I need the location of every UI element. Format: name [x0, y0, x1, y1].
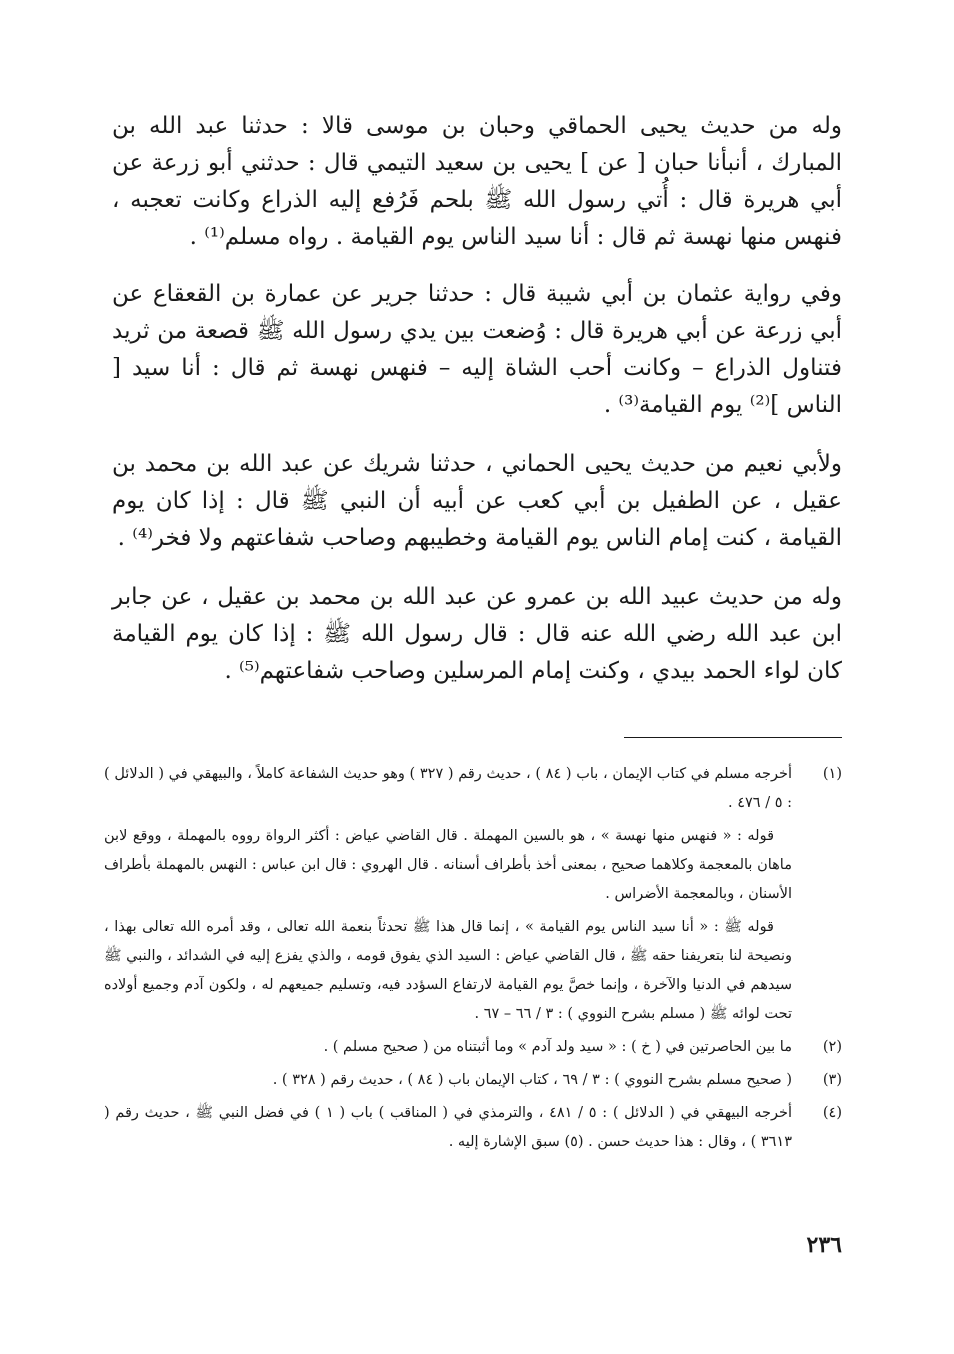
footnote-text: أخرجه مسلم في كتاب الإيمان ، باب ( ٨٤ ) ، حديث رقم ( ٣٢٧ ) وهو حديث الشفاعة كاملاً ، والبيهقي في ( الدلائل ) : ٥ / ٤٧٦ .	[104, 766, 792, 811]
body-paragraph: وله من حديث عبيد الله بن عمرو عن عبد الله بن محمد بن عقيل ، عن جابر ابن عبد الله رضي الله عنه قال : قال رسول الله ﷺ : إذا كان يوم القيامة كان لواء الحمد بيدي ، وكنت إمام المرسلين وصاحب شفاعتهم⁽⁵⁾ .	[112, 584, 842, 684]
footnote-number: (١)	[822, 766, 842, 782]
footnote-2	[104, 1033, 842, 1062]
footnote-number: (٤)	[822, 1105, 842, 1121]
body-paragraph: ولأبي نعيم من حديث يحيى الحماني ، حدثنا شريك عن عبد الله بن محمد بن عقيل ، عن الطفيل بن أبي كعب عن أبيه أن النبي ﷺ قال : إذا كان يوم القيامة ، كنت إمام الناس يوم القيامة وخطيبهم وصاحب شفاعتهم ولا فخر⁽⁴⁾ .	[112, 451, 842, 551]
footnote-3	[104, 1066, 842, 1095]
footnote-text: ( صحيح مسلم بشرح النووي ) : ٣ / ٦٩ ، كتاب الإيمان باب ( ٨٤ ) ، حديث رقم ( ٣٢٨ ) .	[272, 1072, 792, 1088]
footnotes	[104, 760, 842, 1157]
body-paragraph: وفي رواية عثمان بن أبي شيبة قال : حدثنا جرير عن عمارة بن القعقاع عن أبي زرعة عن أبي هريرة قال : وُضعت بين يدي رسول الله ﷺ قصعة من ثريد فتناول الذراع – وكانت أحب الشاة إليه – فنهس نهسة ثم قال : أنا سيد [ الناس ]⁽²⁾ يوم القيامة⁽³⁾ .	[112, 281, 842, 418]
footnote-number: (٣)	[822, 1072, 842, 1088]
footnote-1	[104, 760, 842, 1029]
footnote-text: ما بين الحاصرتين في ( خ ) : « سيد ولد آدم » وما أثبتناه من ( صحيح مسلم ) .	[323, 1039, 792, 1055]
footnote-text: أخرجه البيهقي في ( الدلائل ) : ٥ / ٤٨١ ، والترمذي في ( المناقب ) باب ( ١ ) في فضل النبي ﷺ ، حديث رقم ( ٣٦١٣ ) ، وقال : هذا حديث حسن . (٥) سبق الإشارة إليه .	[104, 1105, 792, 1150]
footnote-text: قوله ﷺ : « أنا سيد الناس يوم القيامة » ، إنما قال هذا ﷺ تحدثاً بنعمة الله تعالى ، وقد أمره الله تعالى بهذا ، ونصيحة لنا بتعريفنا حقه ﷺ ، قال القاضي عياض : السيد الذي يفوق قومه ، والذي يفزع إليه في الشدائد ، والنبي ﷺ سيدهم في الدنيا والآخرة ، وإنما خصَّ يوم القيامة لارتفاع السؤدد فيه، وتسليم جميعهم له ، ولكون آدم وجميع أولاده تحت لوائه ﷺ ( مسلم بشرح النووي ) : ٣ / ٦٦ – ٦٧ .	[104, 919, 792, 1022]
footnote-text: قوله : « فنهس منها نهسة » ، هو بالسين المهملة . قال القاضي عياض : أكثر الرواة رووه بالمهملة ، ووقع لابن ماهان بالمعجمة وكلاهما صحيح ، بمعنى أخذ بأطراف أسنانه . قال الهروي : قال ابن عباس : النهس بالمهملة بأطراف الأسنان ، وبالمعجمة الأضراس .	[104, 828, 792, 902]
footnote-separator	[624, 737, 842, 738]
main-text	[112, 108, 842, 712]
page-number: ٢٣٦	[806, 1232, 842, 1258]
footnote-number: (٢)	[822, 1039, 842, 1055]
body-paragraph: وله من حديث يحيى الحماقي وحبان بن موسى قالا : حدثنا عبد الله بن المبارك ، أنبأنا حبان [ عن ] يحيى بن سعيد التيمي قال : حدثني أبو زرعة عن أبي هريرة قال : أُتي رسول الله ﷺ بلحم فَرُفع إليه الذراع وكانت تعجبه ، فنهس منها نهسة ثم قال : أنا سيد الناس يوم القيامة . رواه مسلم⁽¹⁾ .	[112, 113, 842, 250]
footnote-4	[104, 1099, 842, 1157]
